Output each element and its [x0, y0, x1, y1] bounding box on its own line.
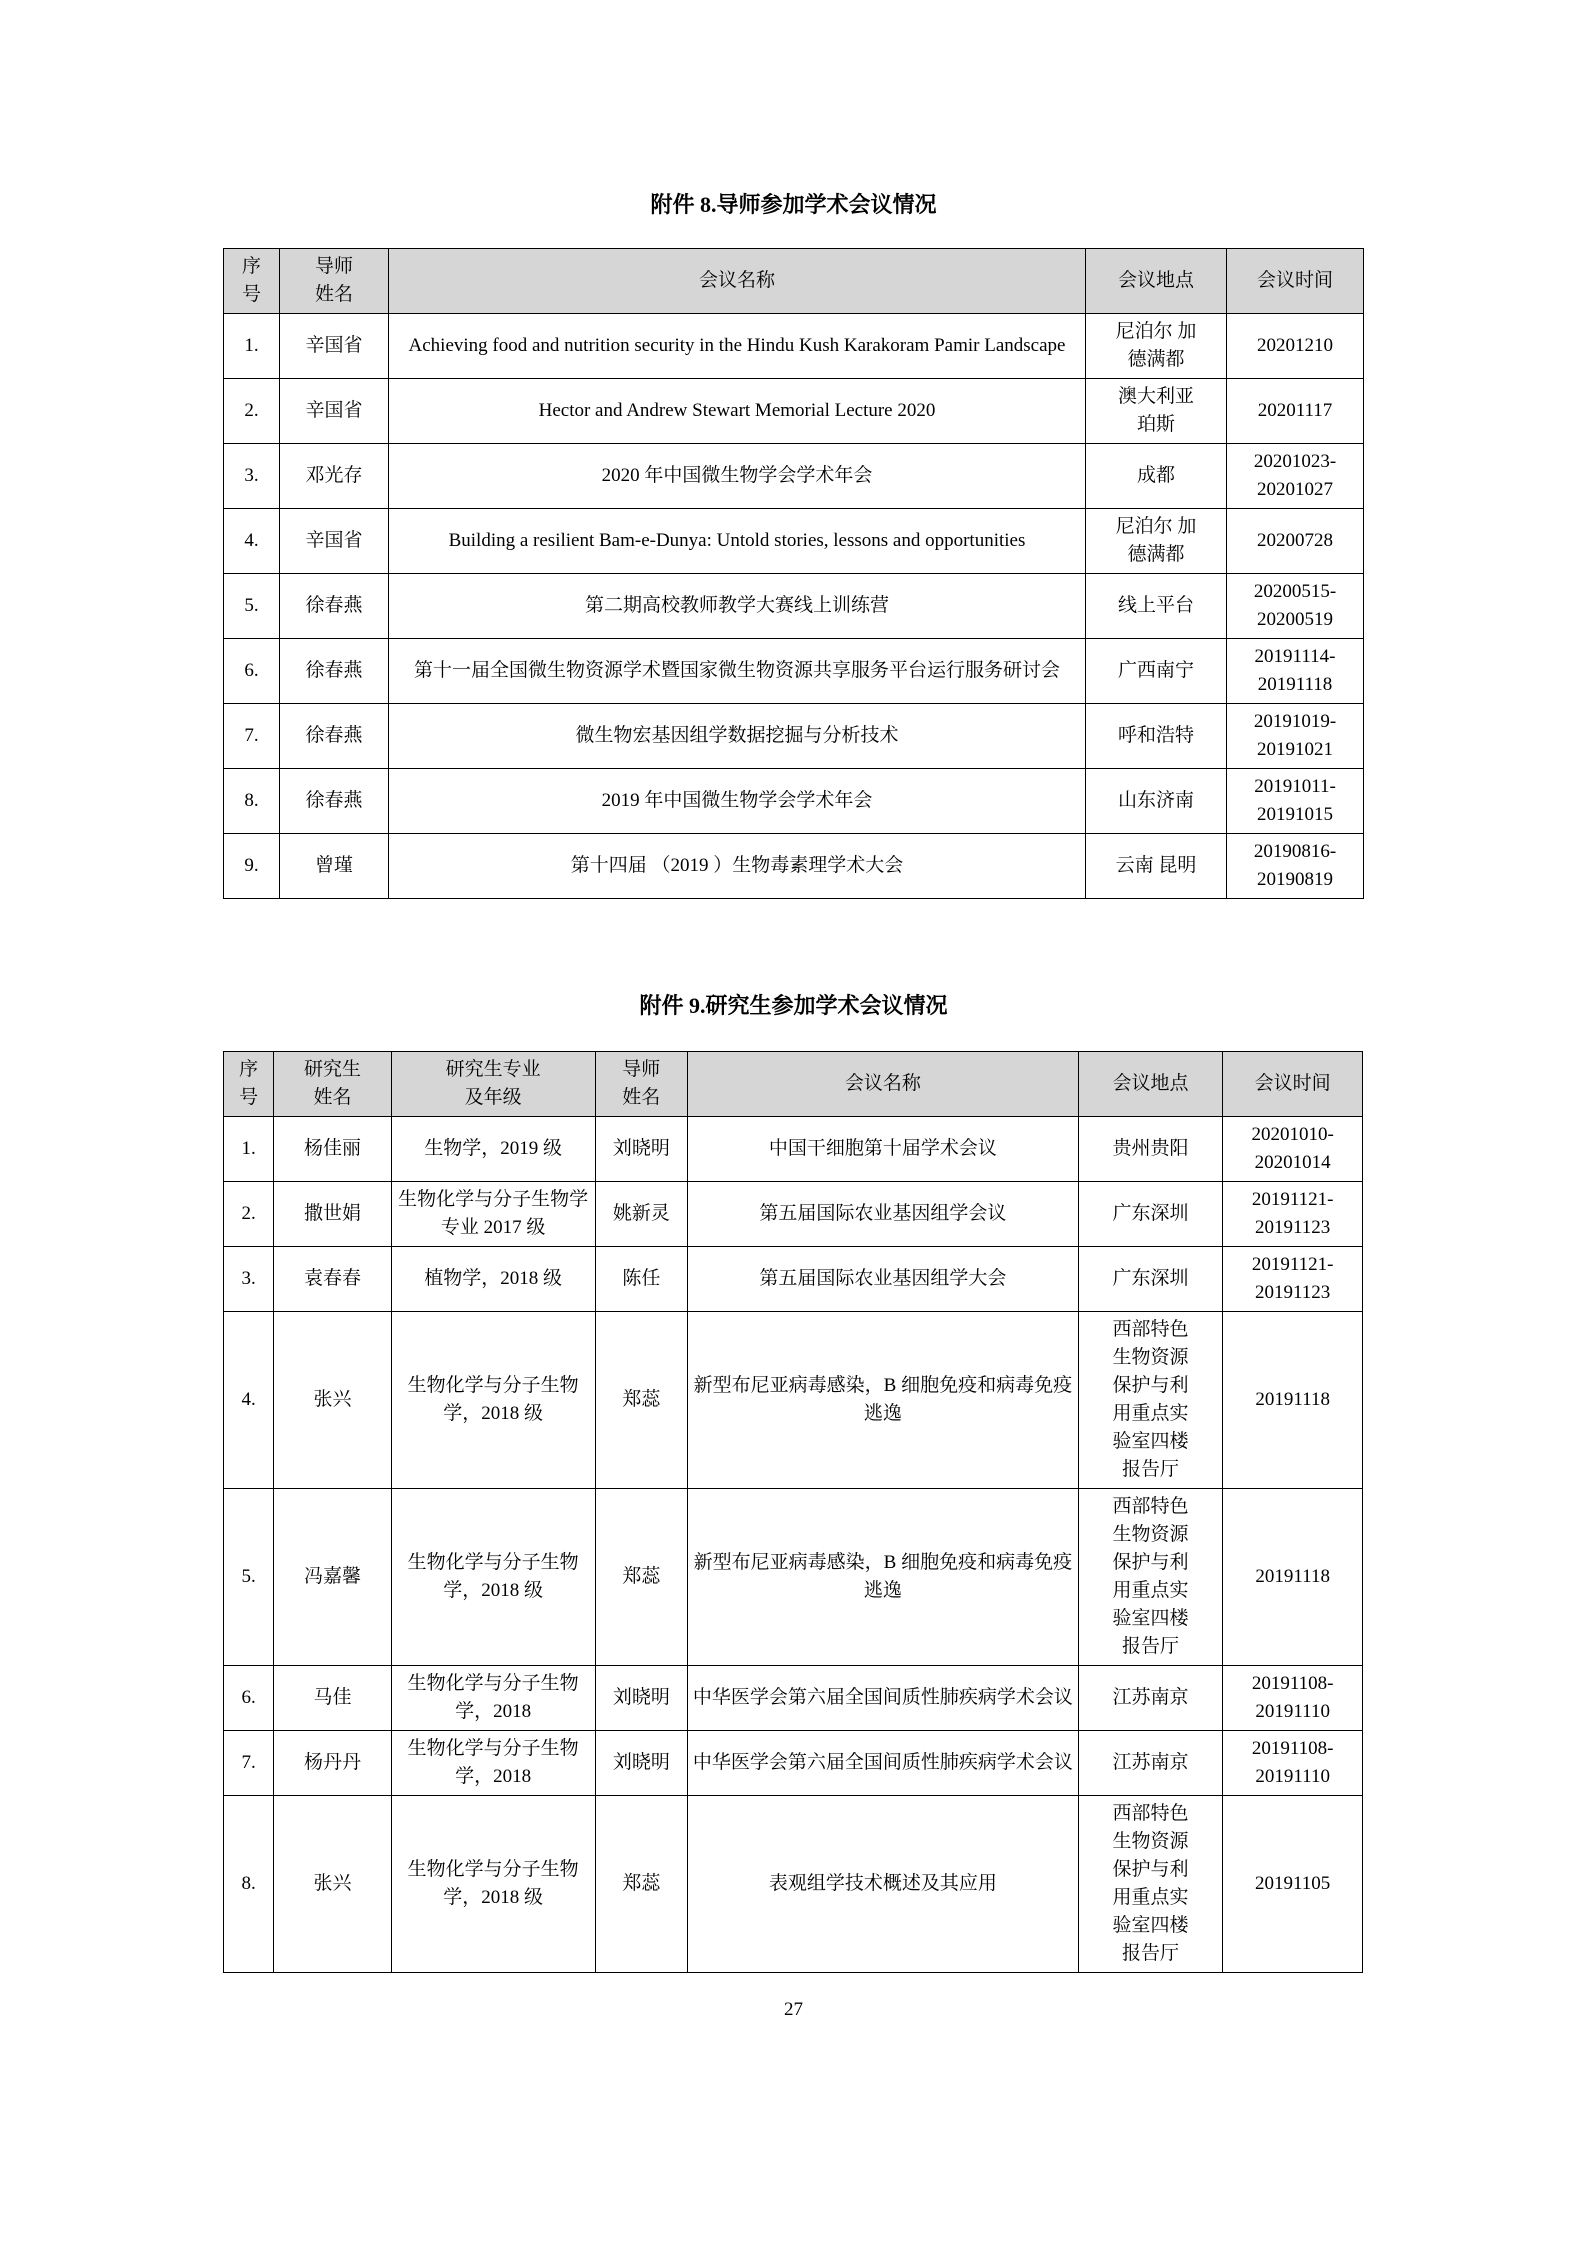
cell-advisor-name: 辛国省 — [280, 379, 389, 444]
cell-index: 6. — [224, 639, 280, 704]
cell-conference-location: 江苏南京 — [1078, 1731, 1223, 1796]
column-header — [391, 1052, 595, 1117]
cell-advisor-name: 郑蕊 — [595, 1796, 687, 1973]
cell-index: 4. — [224, 1312, 274, 1489]
cell-conference-location: 广东深圳 — [1078, 1247, 1223, 1312]
cell-advisor-name: 刘晓明 — [595, 1666, 687, 1731]
table-row — [224, 834, 1364, 899]
cell-index: 3. — [224, 1247, 274, 1312]
column-header-label: 会议地点 — [1112, 1073, 1189, 1095]
cell-conference-location: 山东济南 — [1086, 769, 1227, 834]
table-row — [224, 1182, 1363, 1247]
cell-student-name: 张兴 — [274, 1796, 392, 1973]
table-row — [224, 769, 1364, 834]
cell-conference-location: 呼和浩特 — [1086, 704, 1227, 769]
cell-conference-time: 20191108-20191110 — [1223, 1731, 1363, 1796]
cell-conference-time: 20201117 — [1227, 379, 1364, 444]
student-table-body — [224, 1117, 1363, 1973]
cell-conference-name: 2020 年中国微生物学会学术年会 — [389, 444, 1086, 509]
cell-conference-name: 第二期高校教师教学大赛线上训练营 — [389, 574, 1086, 639]
cell-student-major-grade: 生物化学与分子生物学专业 2017 级 — [391, 1182, 595, 1247]
cell-student-major-grade: 生物化学与分子生物学，2018 级 — [391, 1796, 595, 1973]
cell-conference-location: 尼泊尔 加德满都 — [1086, 314, 1227, 379]
page-number: 27 — [784, 1999, 803, 2020]
cell-conference-name: 2019 年中国微生物学会学术年会 — [389, 769, 1086, 834]
cell-index: 3. — [224, 444, 280, 509]
cell-index: 2. — [224, 379, 280, 444]
cell-conference-name: 表观组学技术概述及其应用 — [688, 1796, 1079, 1973]
cell-advisor-name: 郑蕊 — [595, 1312, 687, 1489]
column-header-label: 导师姓名 — [622, 1059, 661, 1108]
cell-conference-time: 20191118 — [1223, 1312, 1363, 1489]
cell-conference-time: 20191108-20191110 — [1223, 1666, 1363, 1731]
column-header — [224, 249, 280, 314]
cell-conference-location: 澳大利亚珀斯 — [1086, 379, 1227, 444]
cell-conference-time: 20191105 — [1223, 1796, 1363, 1973]
column-header — [688, 1052, 1079, 1117]
cell-conference-name: 新型布尼亚病毒感染，B 细胞免疫和病毒免疫逃逸 — [688, 1489, 1079, 1666]
cell-student-major-grade: 生物化学与分子生物学，2018 — [391, 1731, 595, 1796]
cell-conference-name: Achieving food and nutrition security in the Hindu Kush Karakoram Pamir Landscape — [389, 314, 1086, 379]
cell-advisor-name: 辛国省 — [280, 509, 389, 574]
table-row — [224, 1117, 1363, 1182]
table-row — [224, 379, 1364, 444]
column-header — [280, 249, 389, 314]
table-row — [224, 639, 1364, 704]
cell-conference-time: 20191011-20191015 — [1227, 769, 1364, 834]
cell-advisor-name: 徐春燕 — [280, 574, 389, 639]
cell-conference-time: 20200728 — [1227, 509, 1364, 574]
cell-conference-location: 西部特色生物资源保护与利用重点实验室四楼报告厅 — [1078, 1312, 1223, 1489]
cell-conference-location: 广东深圳 — [1078, 1182, 1223, 1247]
column-header-label: 会议时间 — [1254, 1073, 1331, 1095]
column-header-label: 研究生专业及年级 — [445, 1059, 541, 1108]
student-conference-table — [223, 1051, 1363, 1973]
cell-conference-name: 中华医学会第六届全国间质性肺疾病学术会议 — [688, 1731, 1079, 1796]
cell-student-major-grade: 生物化学与分子生物学，2018 级 — [391, 1489, 595, 1666]
advisor-table-body — [224, 314, 1364, 899]
cell-conference-time: 20200515-20200519 — [1227, 574, 1364, 639]
cell-conference-name: Hector and Andrew Stewart Memorial Lecture 2020 — [389, 379, 1086, 444]
column-header-label: 导师姓名 — [314, 256, 353, 305]
column-header-label: 会议名称 — [698, 270, 775, 292]
column-header — [1078, 1052, 1223, 1117]
cell-advisor-name: 辛国省 — [280, 314, 389, 379]
cell-index: 8. — [224, 1796, 274, 1973]
table-row — [224, 1731, 1363, 1796]
header-row — [224, 249, 1364, 314]
column-header-label: 研究生姓名 — [303, 1059, 361, 1108]
column-header — [595, 1052, 687, 1117]
cell-advisor-name: 郑蕊 — [595, 1489, 687, 1666]
cell-conference-time: 20201023-20201027 — [1227, 444, 1364, 509]
cell-conference-location: 西部特色生物资源保护与利用重点实验室四楼报告厅 — [1078, 1796, 1223, 1973]
column-header-label: 会议名称 — [844, 1073, 921, 1095]
cell-conference-name: 第五届国际农业基因组学大会 — [688, 1247, 1079, 1312]
cell-conference-location: 贵州贵阳 — [1078, 1117, 1223, 1182]
cell-conference-location: 线上平台 — [1086, 574, 1227, 639]
table-row — [224, 704, 1364, 769]
cell-index: 6. — [224, 1666, 274, 1731]
cell-index: 5. — [224, 574, 280, 639]
cell-advisor-name: 徐春燕 — [280, 639, 389, 704]
cell-advisor-name: 徐春燕 — [280, 769, 389, 834]
cell-conference-location: 尼泊尔 加德满都 — [1086, 509, 1227, 574]
cell-advisor-name: 徐春燕 — [280, 704, 389, 769]
column-header — [274, 1052, 392, 1117]
cell-conference-name: 中国干细胞第十届学术会议 — [688, 1117, 1079, 1182]
cell-index: 9. — [224, 834, 280, 899]
cell-student-major-grade: 植物学，2018 级 — [391, 1247, 595, 1312]
column-header — [1227, 249, 1364, 314]
table-row — [224, 1312, 1363, 1489]
column-header-label: 会议时间 — [1256, 270, 1333, 292]
advisor-table-header — [224, 249, 1364, 314]
table-row — [224, 1666, 1363, 1731]
cell-advisor-name: 曾瑾 — [280, 834, 389, 899]
cell-index: 1. — [224, 1117, 274, 1182]
column-header — [389, 249, 1086, 314]
cell-conference-location: 西部特色生物资源保护与利用重点实验室四楼报告厅 — [1078, 1489, 1223, 1666]
cell-student-name: 袁春春 — [274, 1247, 392, 1312]
cell-conference-name: 第十四届 （2019 ）生物毒素理学术大会 — [389, 834, 1086, 899]
cell-conference-time: 20191121-20191123 — [1223, 1182, 1363, 1247]
cell-conference-name: Building a resilient Bam-e-Dunya: Untold stories, lessons and opportunities — [389, 509, 1086, 574]
column-header — [224, 1052, 274, 1117]
cell-conference-time: 20191114-20191118 — [1227, 639, 1364, 704]
cell-index: 8. — [224, 769, 280, 834]
cell-conference-time: 20191118 — [1223, 1489, 1363, 1666]
cell-student-name: 马佳 — [274, 1666, 392, 1731]
cell-index: 2. — [224, 1182, 274, 1247]
column-header-label: 序号 — [239, 1059, 259, 1108]
cell-conference-name: 第十一届全国微生物资源学术暨国家微生物资源共享服务平台运行服务研讨会 — [389, 639, 1086, 704]
section-title-student-conferences: 附件 9.研究生参加学术会议情况 — [639, 993, 948, 1018]
cell-conference-location: 成都 — [1086, 444, 1227, 509]
cell-conference-name: 第五届国际农业基因组学会议 — [688, 1182, 1079, 1247]
student-table-header — [224, 1052, 1363, 1117]
cell-index: 1. — [224, 314, 280, 379]
table-row — [224, 314, 1364, 379]
cell-student-major-grade: 生物学，2019 级 — [391, 1117, 595, 1182]
cell-index: 5. — [224, 1489, 274, 1666]
column-header — [1086, 249, 1227, 314]
cell-index: 7. — [224, 1731, 274, 1796]
cell-conference-time: 20201010-20201014 — [1223, 1117, 1363, 1182]
cell-student-name: 杨丹丹 — [274, 1731, 392, 1796]
cell-advisor-name: 姚新灵 — [595, 1182, 687, 1247]
cell-index: 7. — [224, 704, 280, 769]
cell-student-major-grade: 生物化学与分子生物学，2018 — [391, 1666, 595, 1731]
cell-advisor-name: 邓光存 — [280, 444, 389, 509]
cell-student-name: 冯嘉馨 — [274, 1489, 392, 1666]
column-header-label: 会议地点 — [1117, 270, 1194, 292]
cell-conference-time: 20191121-20191123 — [1223, 1247, 1363, 1312]
column-header — [1223, 1052, 1363, 1117]
cell-conference-name: 新型布尼亚病毒感染，B 细胞免疫和病毒免疫逃逸 — [688, 1312, 1079, 1489]
cell-advisor-name: 刘晓明 — [595, 1731, 687, 1796]
cell-student-name: 张兴 — [274, 1312, 392, 1489]
cell-student-major-grade: 生物化学与分子生物学，2018 级 — [391, 1312, 595, 1489]
table-row — [224, 444, 1364, 509]
table-row — [224, 574, 1364, 639]
table-row — [224, 1489, 1363, 1666]
column-header-label: 序号 — [241, 256, 261, 305]
table-row — [224, 1247, 1363, 1312]
cell-conference-name: 微生物宏基因组学数据挖掘与分析技术 — [389, 704, 1086, 769]
cell-advisor-name: 刘晓明 — [595, 1117, 687, 1182]
cell-conference-location: 云南 昆明 — [1086, 834, 1227, 899]
cell-conference-time: 20190816-20190819 — [1227, 834, 1364, 899]
cell-conference-location: 广西南宁 — [1086, 639, 1227, 704]
cell-index: 4. — [224, 509, 280, 574]
section-title-advisor-conferences: 附件 8.导师参加学术会议情况 — [650, 192, 937, 217]
cell-conference-time: 20201210 — [1227, 314, 1364, 379]
cell-advisor-name: 陈任 — [595, 1247, 687, 1312]
cell-student-name: 撒世娟 — [274, 1182, 392, 1247]
table-row — [224, 509, 1364, 574]
cell-student-name: 杨佳丽 — [274, 1117, 392, 1182]
table-row — [224, 1796, 1363, 1973]
header-row — [224, 1052, 1363, 1117]
cell-conference-name: 中华医学会第六届全国间质性肺疾病学术会议 — [688, 1666, 1079, 1731]
cell-conference-time: 20191019-20191021 — [1227, 704, 1364, 769]
cell-conference-location: 江苏南京 — [1078, 1666, 1223, 1731]
advisor-conference-table — [223, 248, 1364, 899]
